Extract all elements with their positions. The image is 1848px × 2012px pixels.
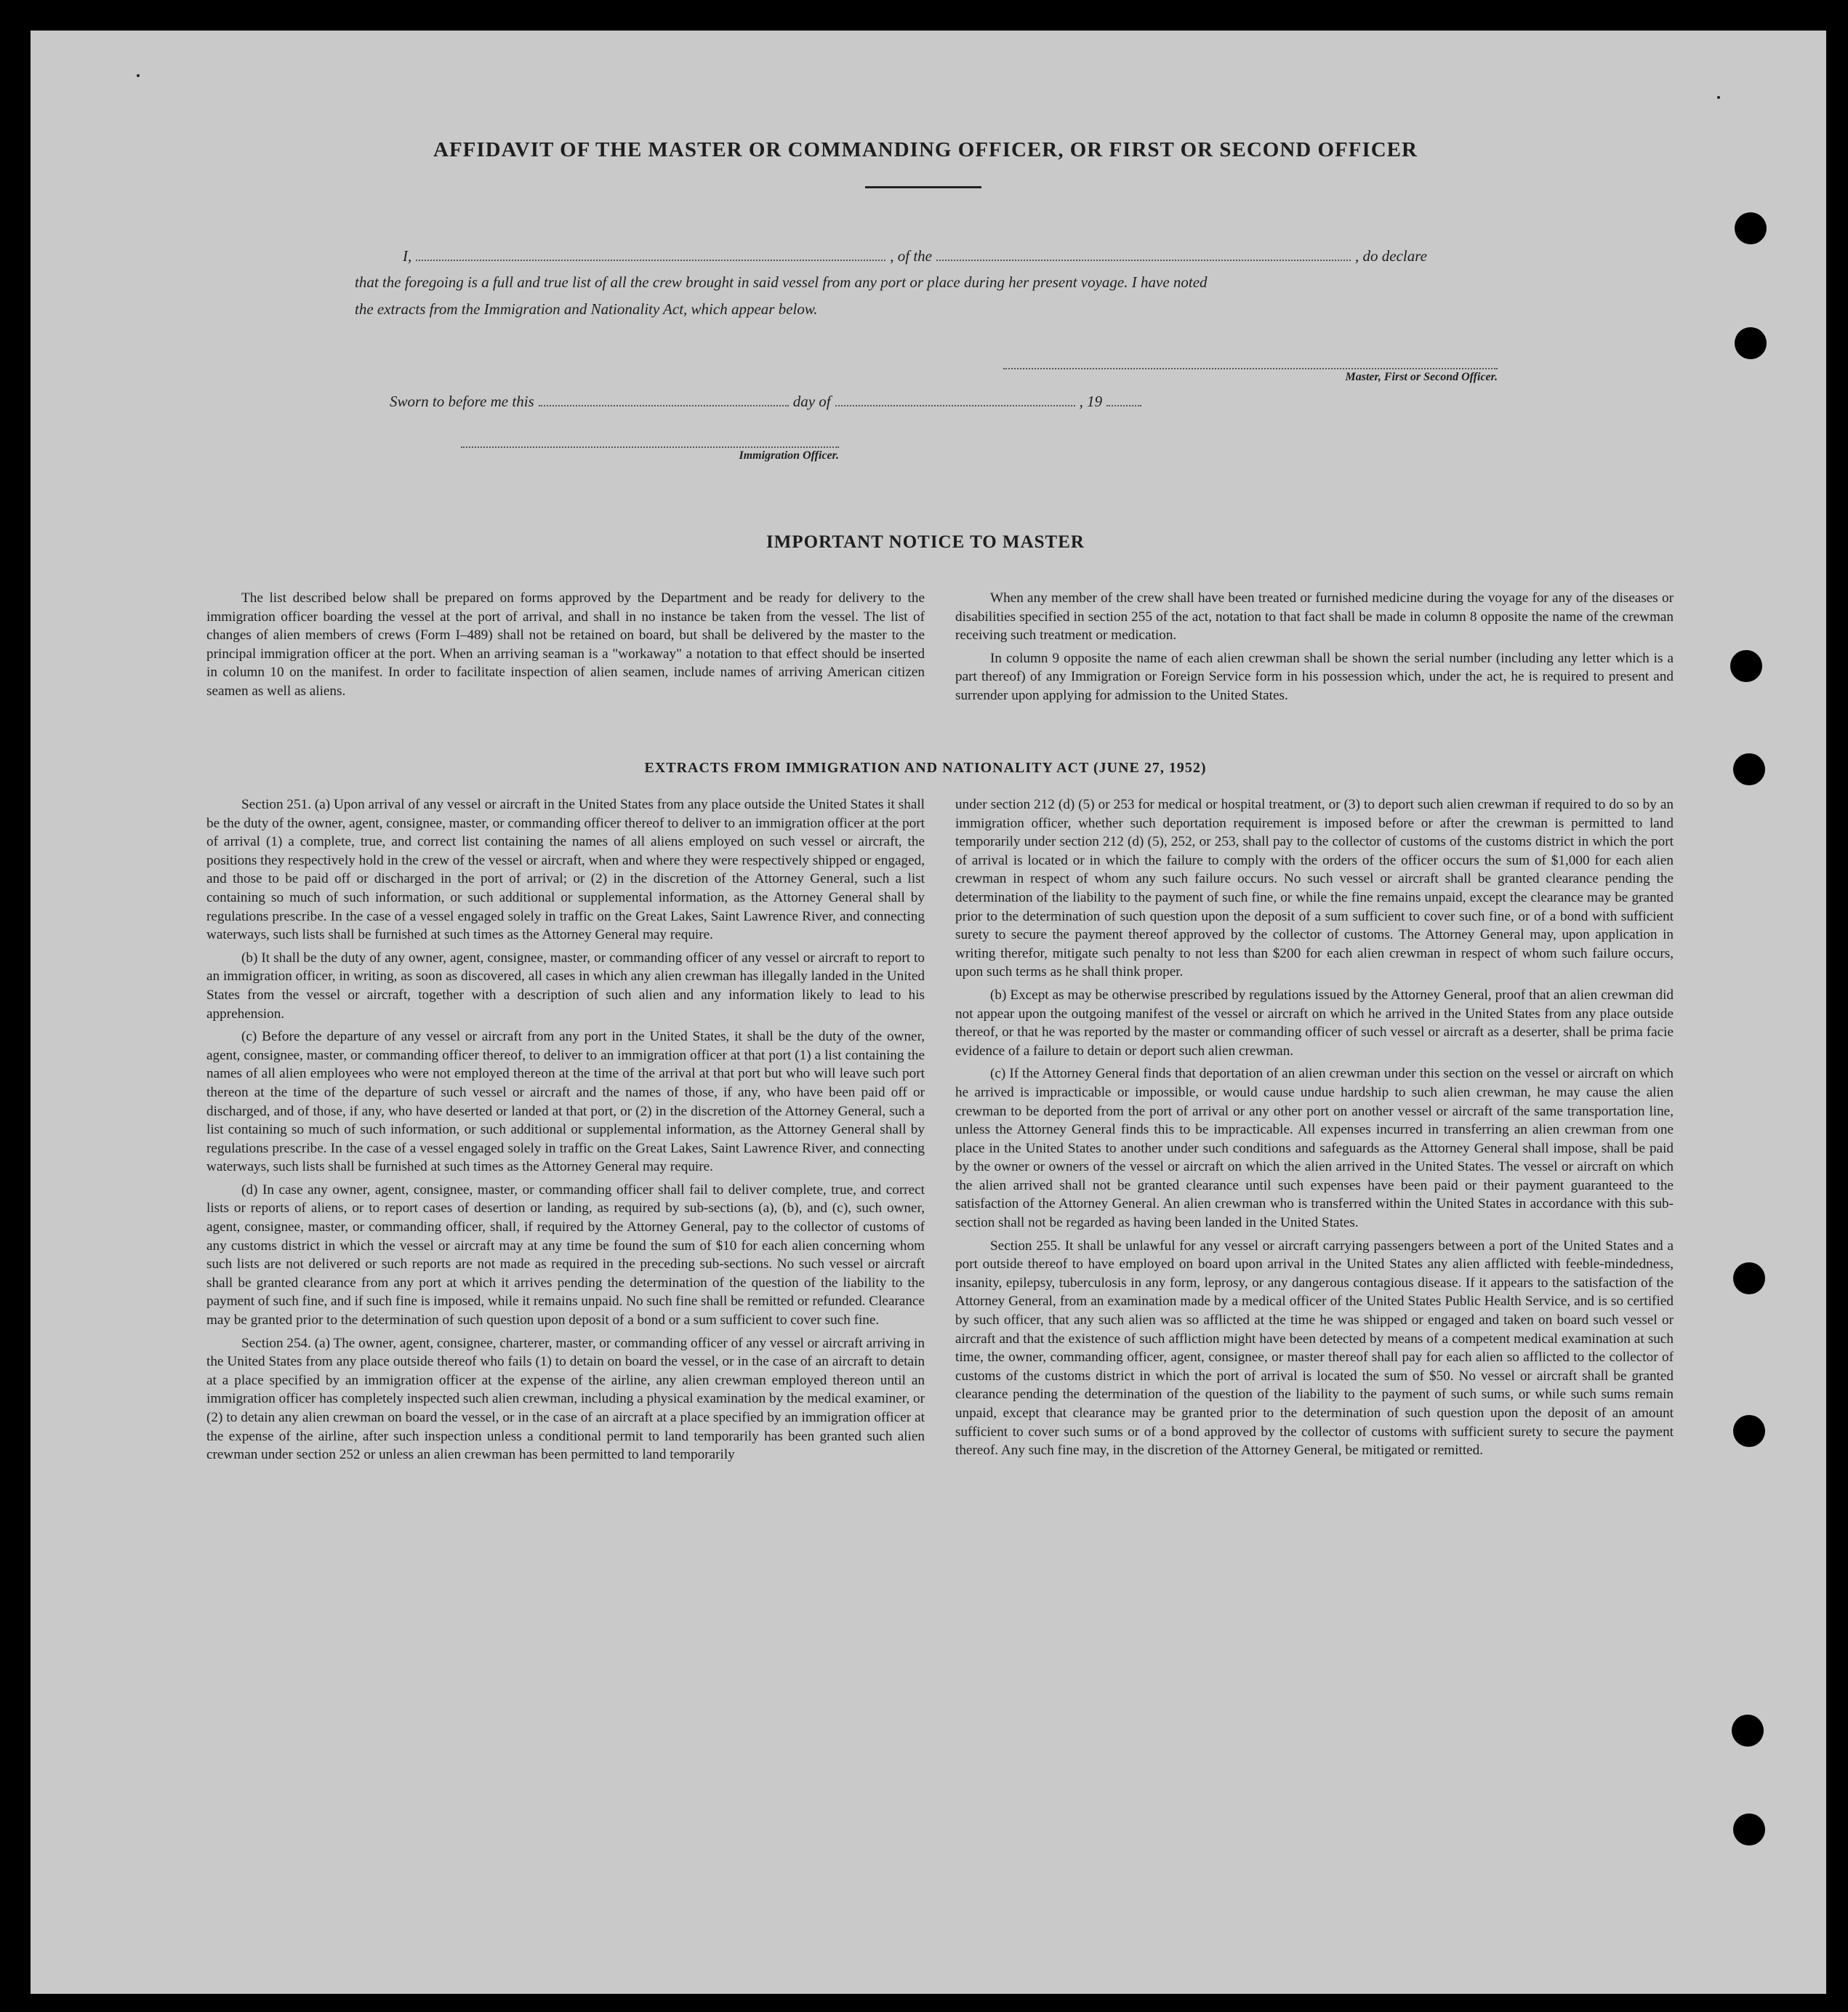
notice-title: IMPORTANT NOTICE TO MASTER bbox=[766, 532, 1085, 552]
punch-hole bbox=[1730, 650, 1762, 682]
sworn-day-blank bbox=[539, 404, 789, 406]
extracts-left-column bbox=[206, 795, 925, 1464]
notice-left-column bbox=[206, 589, 925, 701]
punch-hole bbox=[1732, 1715, 1764, 1747]
sworn-line bbox=[390, 393, 1146, 411]
day-of-label: day of bbox=[792, 393, 831, 410]
immigration-officer-caption: Immigration Officer. bbox=[739, 449, 839, 462]
affidavit-i-label: I, bbox=[403, 247, 412, 265]
section-paragraph: Section 255. It shall be unlawful for any vessel or aircraft carrying passengers between a port of the United States and a port outside thereof to have employed on board upon arrival in the United States any alien afflicted with feeble-mindedness, insanity, epilepsy, tuberculosis in any form, leprosy, or any dangerous contagious disease. If it appears to the satisfaction of the Attorney General, from an examination made by a medical officer of the United States Public Health Service, and is so certified by such officer, that any such alien was so afflicted at the time he was shipped or engaged and taken on board such vessel or aircraft and that the existence of such affliction might have been detected by means of a competent medical examination at such time, the owner, commanding officer, agent, consignee, or master thereof shall pay for each alien so afflicted to the collector of customs of the customs district in which the port of arrival is located the sum of $50. No vessel or aircraft shall be granted clearance pending the determination of the question of the liability to the payment of such sums, or while such sums remain unpaid, except that clearance may be granted prior to the determination of such question upon the deposit of an amount sufficient to cover such sums or of a bond approved by the collector of customs with sufficient surety to secure the payment thereof. Any such fine may, in the discretion of the Attorney General, be mitigated or remitted. bbox=[955, 1238, 1674, 1459]
punch-hole bbox=[1733, 1813, 1765, 1845]
paper-speck bbox=[1717, 96, 1720, 99]
punch-hole bbox=[1735, 327, 1767, 359]
affidavit-do-declare-label: , do declare bbox=[1355, 247, 1427, 265]
extracts-right-column bbox=[955, 795, 1674, 1460]
paper-speck bbox=[137, 74, 140, 77]
notice-paragraph: The list described below shall be prepared on forms approved by the Department and be ready for delivery to the immigration officer boarding the vessel at the port of arrival, and shall in no instance be taken from the vessel. The list of changes of alien members of crews (Form I–489) shall not be retained on board, but shall be delivered by the master to the principal immigration officer at the port. When an arriving seaman is a "workaway" a notation to that effect should be inserted in column 10 on the manifest. In order to facilitate inspection of alien seamen, include names of arriving American citizen seamen as well as aliens. bbox=[206, 590, 925, 699]
notice-paragraph: When any member of the crew shall have been treated or furnished medicine during the voyage for any of the diseases or disabilities specified in section 255 of the act, notation to that fact shall be made in column 8 opposite the name of the crewman receiving such treatment or medication. bbox=[955, 590, 1674, 644]
punch-hole bbox=[1733, 1415, 1765, 1447]
punch-hole bbox=[1733, 1262, 1765, 1294]
extracts-title: EXTRACTS FROM IMMIGRATION AND NATIONALITY ACT (JUNE 27, 1952) bbox=[644, 760, 1207, 776]
affidavit-line-3: the extracts from the Immigration and Nationality Act, which appear below. bbox=[355, 300, 818, 318]
section-paragraph: (b) It shall be the duty of any owner, agent, consignee, master, or commanding officer of any vessel or aircraft to report to an immigration officer, in writing, as soon as discovered, all cases in which any alien crewman has illegally landed in the United States from the vessel or aircraft, together with a description of such alien and any information likely to lead to his apprehension. bbox=[206, 950, 925, 1022]
notice-paragraph: In column 9 opposite the name of each alien crewman shall be shown the serial number (including any letter which is a part thereof) of any Immigration or Foreign Service form in his possession which, under the act, he is required to present and surrender upon applying for admission to the United States. bbox=[955, 650, 1674, 703]
vessel-blank bbox=[936, 259, 1351, 261]
punch-hole bbox=[1735, 212, 1767, 244]
section-paragraph: under section 212 (d) (5) or 253 for medical or hospital treatment, or (3) to deport such alien crewman if required to do so by an immigration officer, whether such deportation requirement is imposed before or after the crewman is permitted to land temporarily under section 212 (d) (5), 252, or 253, shall pay to the collector of customs of the customs district in which the port of arrival is located or in which the failure to comply with the orders of the officer occurs the sum of $1,000 for each alien crewman in respect of whom any such failure occurs. No such vessel or aircraft shall be granted clearance pending the determination of the liability to the payment of such fine, or while the fine remains unpaid, except the clearance may be granted prior to the determination of such question upon the deposit of a sum sufficient to cover such fine, or of a bond with sufficient surety to secure the payment thereof approved by the collector of customs. The Attorney General may, upon application in writing therefor, mitigate such penalty to not less than $200 for each alien crewman in respect of whom such failure occurs, upon such terms as he shall think proper. bbox=[955, 797, 1674, 980]
section-paragraph: Section 251. (a) Upon arrival of any vessel or aircraft in the United States from any place outside the United States it shall be the duty of the owner, agent, consignee, master, or commanding officer thereof to deliver to an immigration officer at the port of arrival (1) a complete, true, and correct list containing the names of all aliens employed on such vessel or aircraft, the positions they respectively hold in the crew of the vessel or aircraft, when and where they were respectively shipped or engaged, and those to be paid off or discharged in the port of arrival; or (2) in the discretion of the Attorney General, such a list containing so much of such information, or such additional or supplemental information, as the Attorney General shall by regulations prescribe. In the case of a vessel engaged solely in traffic on the Great Lakes, Saint Lawrence River, and connecting waterways, such lists shall be furnished at such times as the Attorney General may require. bbox=[206, 797, 925, 943]
section-paragraph: (c) Before the departure of any vessel or aircraft from any port in the United States, it shall be the duty of the owner, agent, consignee, master, or commanding officer thereof, to deliver to an immigration officer at that port (1) a list containing the names of all alien employees who were not employed thereon at the time of the arrival at that port but who will leave such port thereon at the time of the departure of such vessel or aircraft and the names of those, if any, who have been paid off or discharged, and of those, if any, who have deserted or landed at that port, or (2) in the discretion of the Attorney General, such a list containing so much of such information, or such additional or supplemental information, as the Attorney General shall by regulations prescribe. In the case of a vessel engaged solely in traffic on the Great Lakes, Saint Lawrence River, and connecting waterways, such lists shall be furnished at such times as the Attorney General may require. bbox=[206, 1029, 925, 1175]
section-paragraph: (c) If the Attorney General finds that deportation of an alien crewman under this section on the vessel or aircraft on which he arrived is impracticable or impossible, or would cause undue hardship to such alien crewman, he may cause the alien crewman to be deported from the port of arrival or any other port on another vessel or aircraft of the same transportation line, unless the Attorney General finds this to be impracticable. All expenses incurred in transferring an alien crewman from one place in the United States to another under such conditions and safeguards as the Attorney General shall impose, shall be paid by the owner or owners of the vessel or aircraft on which the alien arrived in the United States. The vessel or aircraft on which the alien arrived shall not be granted clearance until such expenses have been paid or their payment guaranteed to the satisfaction of the Attorney General. An alien crewman who is transferred within the United States in accordance with this sub-section shall not be regarded as having been landed in the United States. bbox=[955, 1066, 1674, 1231]
sworn-year-blank bbox=[1106, 404, 1141, 406]
section-paragraph: (b) Except as may be otherwise prescribed by regulations issued by the Attorney General, proof that an alien crewman did not appear upon the outgoing manifest of the vessel or aircraft on which he arrived in the United States from any place outside thereof, or that he was reported by the master or commanding officer of such vessel or aircraft as a deserter, shall be prima facie evidence of a failure to detain or deport such alien crewman. bbox=[955, 987, 1674, 1059]
section-paragraph: Section 254. (a) The owner, agent, consignee, charterer, master, or commanding officer of any vessel or aircraft arriving in the United States from any place outside thereof who fails (1) to detain on board the vessel, or in the case of an aircraft to detain at a place specified by an immigration officer at the expense of the airline, any alien crewman employed thereon until an immigration officer has completely inspected such alien crewman, including a physical examination by the medical examiner, or (2) to detain any alien crewman on board the vessel, or in the case of an aircraft at a place specified by an immigration officer at the expense of the airline, after such inspection unless a conditional permit to land temporarily has been granted such alien crewman under section 252 or unless an alien crewman has been permitted to land temporarily bbox=[206, 1335, 925, 1463]
notice-right-column bbox=[955, 589, 1674, 705]
affidavit-title: AFFIDAVIT OF THE MASTER OR COMMANDING OFFICER, OR FIRST OR SECOND OFFICER bbox=[433, 138, 1418, 161]
sworn-month-blank bbox=[835, 404, 1075, 406]
affidavit-of-the-label: , of the bbox=[890, 247, 932, 265]
master-signature-line bbox=[1003, 368, 1498, 369]
master-caption: Master, First or Second Officer. bbox=[1345, 371, 1498, 383]
punch-hole bbox=[1733, 753, 1765, 785]
affidavit-line-2: that the foregoing is a full and true list of all the crew brought in said vessel from any port or place during her present voyage. I have noted bbox=[355, 273, 1208, 291]
name-blank bbox=[416, 259, 885, 261]
affidavit-declaration-line bbox=[403, 247, 1522, 265]
section-paragraph: (d) In case any owner, agent, consignee, master, or commanding officer shall fail to deliver complete, true, and correct lists or reports of aliens, or to report cases of desertion or landing, as required by sub-sections (a), (b), and (c), such owner, agent, consignee, master, or commanding officer, shall, if required by the Attorney General, pay to the collector of customs of any customs district in which the vessel or aircraft may at any time be found the sum of $10 for each alien concerning whom such lists are not delivered or such reports are not made as required in the preceding sub-sections. No such vessel or aircraft shall be granted clearance from any port at which it arrives pending the determination of the question of the liability to the payment of such fine, and if such fine is imposed, while it remains unpaid. No such fine shall be remitted or refunded. Clearance may be granted prior to the determination of such question upon deposit of a bond or a sum sufficient to cover such fine. bbox=[206, 1182, 925, 1328]
title-divider bbox=[865, 186, 981, 188]
sworn-label: Sworn to before me this bbox=[390, 393, 534, 410]
document-page bbox=[31, 31, 1826, 1994]
immigration-officer-signature-line bbox=[461, 446, 839, 448]
year-label: , 19 bbox=[1079, 393, 1103, 410]
